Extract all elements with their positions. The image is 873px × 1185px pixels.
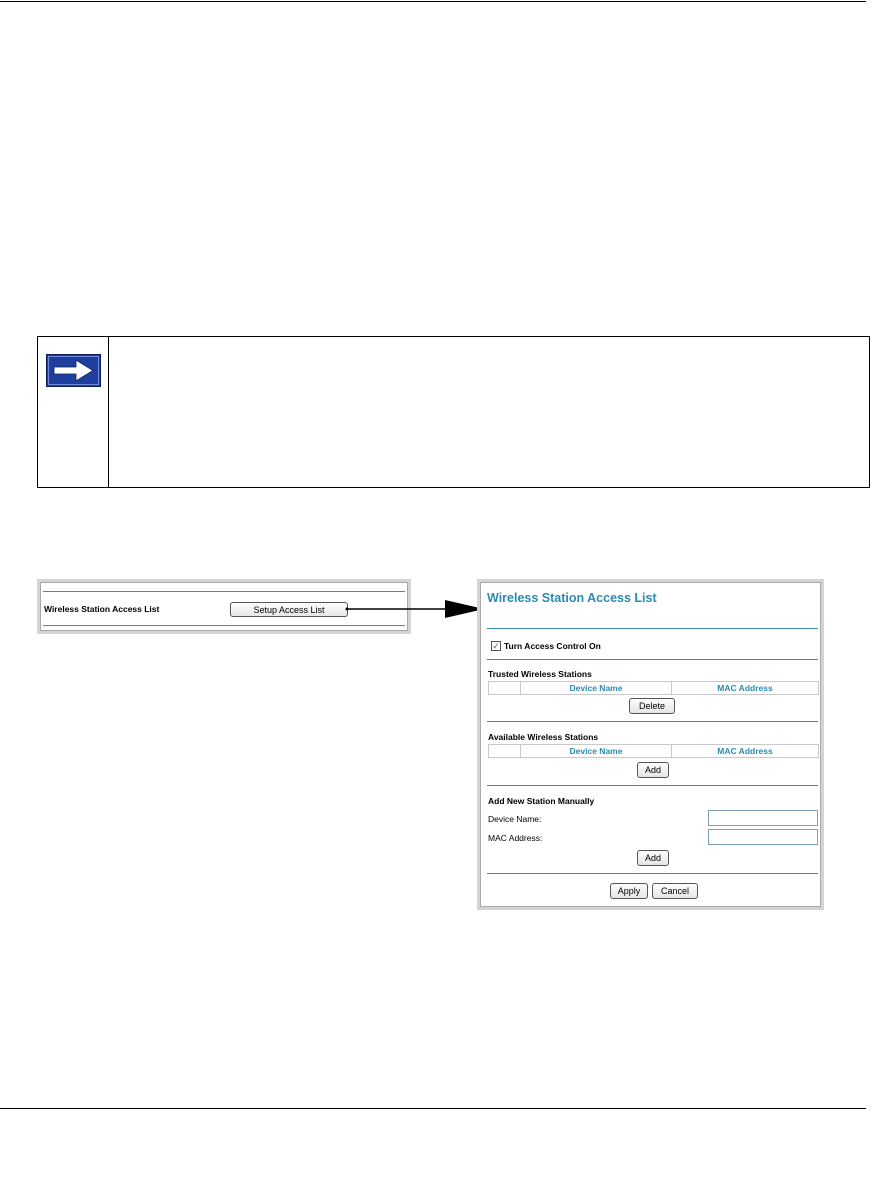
- cancel-button[interactable]: Cancel: [652, 883, 698, 899]
- table-header: MAC Address: [672, 682, 819, 695]
- access-list-label: Wireless Station Access List: [44, 604, 160, 614]
- add-manual-button[interactable]: Add: [637, 850, 669, 866]
- panel-divider: [43, 625, 405, 626]
- panel-divider: [487, 628, 818, 629]
- right-arrow-icon: [46, 354, 101, 387]
- trusted-stations-title: Trusted Wireless Stations: [488, 669, 592, 679]
- table-header: [489, 745, 521, 758]
- page-bottom-rule: [0, 1108, 866, 1109]
- setup-access-list-button[interactable]: Setup Access List: [230, 602, 348, 617]
- available-stations-table: [488, 744, 819, 758]
- apply-button[interactable]: Apply: [610, 883, 648, 899]
- table-header: Device Name: [521, 682, 672, 695]
- table-header: Device Name: [521, 745, 672, 758]
- panel-divider: [487, 721, 818, 722]
- table-header: MAC Address: [672, 745, 819, 758]
- mac-address-label: MAC Address:: [488, 833, 543, 843]
- trusted-stations-table: [488, 681, 819, 695]
- manual-add-title: Add New Station Manually: [488, 796, 595, 806]
- panel-divider: [487, 659, 818, 660]
- connector-arrow: [345, 597, 485, 621]
- delete-button[interactable]: Delete: [629, 698, 675, 714]
- note-divider: [108, 337, 109, 487]
- available-stations-title: Available Wireless Stations: [488, 732, 599, 742]
- access-list-panel: [477, 579, 824, 910]
- mac-address-input[interactable]: [708, 829, 818, 845]
- note-box: [37, 336, 870, 488]
- access-control-label: Turn Access Control On: [504, 641, 601, 651]
- panel-divider: [487, 873, 818, 874]
- add-available-button[interactable]: Add: [637, 762, 669, 778]
- device-name-input[interactable]: [708, 810, 818, 826]
- panel-divider: [487, 785, 818, 786]
- page-top-rule: [0, 1, 866, 2]
- page-title: Wireless Station Access List: [487, 591, 657, 605]
- access-control-checkbox[interactable]: ✓: [492, 641, 500, 651]
- table-header: [489, 682, 521, 695]
- panel-divider: [43, 591, 405, 592]
- device-name-label: Device Name:: [488, 814, 542, 824]
